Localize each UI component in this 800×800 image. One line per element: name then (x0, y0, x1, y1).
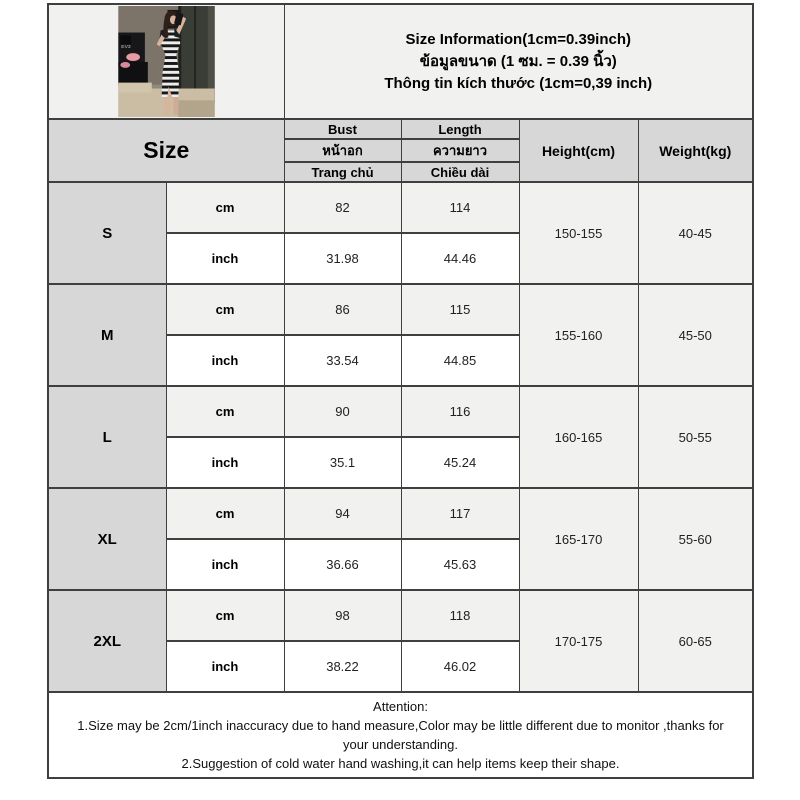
size-label-m: M (48, 284, 166, 386)
bust-cm-value: 90 (284, 386, 401, 437)
unit-label-inch: inch (166, 335, 284, 386)
attention-note-1: 1.Size may be 2cm/1inch inaccuracy due to hand measure,Color may be little different due to monitor ,thanks for your understanding. (77, 718, 724, 752)
size-label-s: S (48, 182, 166, 284)
length-cm-value: 114 (401, 182, 519, 233)
title-line-vi: Thông tin kích thước (1cm=0,39 inch) (384, 74, 653, 92)
bust-cm-value: 86 (284, 284, 401, 335)
product-photo (118, 6, 215, 117)
height-range: 165-170 (519, 488, 638, 590)
bust-header-en: Bust (284, 119, 401, 139)
bust-inch-value: 31.98 (284, 233, 401, 284)
length-inch-value: 44.85 (401, 335, 519, 386)
title-line-en: Size Information(1cm=0.39inch) (405, 30, 631, 48)
bust-inch-value: 33.54 (284, 335, 401, 386)
size-corner-header: Size (48, 119, 284, 182)
bust-cm-value: 82 (284, 182, 401, 233)
weight-range: 40-45 (638, 182, 753, 284)
bust-header-vi: Trang chủ (284, 162, 401, 182)
attention-row (48, 692, 753, 778)
attention-heading: Attention: (373, 699, 428, 714)
svg-text:EV3: EV3 (121, 45, 131, 51)
height-range: 155-160 (519, 284, 638, 386)
length-cm-value: 115 (401, 284, 519, 335)
length-cm-value: 117 (401, 488, 519, 539)
unit-label-inch: inch (166, 641, 284, 692)
length-inch-value: 45.63 (401, 539, 519, 590)
length-inch-value: 45.24 (401, 437, 519, 488)
unit-label-inch: inch (166, 233, 284, 284)
height-range: 150-155 (519, 182, 638, 284)
length-cm-value: 116 (401, 386, 519, 437)
table-row-l-cm (48, 386, 753, 437)
length-header-th: ความยาว (401, 139, 519, 162)
table-row-2xl-cm (48, 590, 753, 641)
product-photo-cell (48, 4, 284, 119)
weight-range: 60-65 (638, 590, 753, 692)
size-label-l: L (48, 386, 166, 488)
size-chart-table (47, 3, 754, 779)
bust-inch-value: 38.22 (284, 641, 401, 692)
weight-header: Weight(kg) (638, 119, 753, 182)
height-range: 170-175 (519, 590, 638, 692)
length-inch-value: 46.02 (401, 641, 519, 692)
table-row-xl-cm (48, 488, 753, 539)
weight-range: 55-60 (638, 488, 753, 590)
bust-inch-value: 35.1 (284, 437, 401, 488)
title-line-th: ข้อมูลขนาด (1 ซม. = 0.39 นิ้ว) (419, 52, 617, 70)
bust-inch-value: 36.66 (284, 539, 401, 590)
unit-label-cm: cm (166, 182, 284, 233)
bust-header-th: หน้าอก (284, 139, 401, 162)
title-row (48, 4, 753, 119)
bust-cm-value: 94 (284, 488, 401, 539)
unit-label-inch: inch (166, 539, 284, 590)
length-inch-value: 44.46 (401, 233, 519, 284)
weight-range: 45-50 (638, 284, 753, 386)
unit-label-cm: cm (166, 284, 284, 335)
length-cm-value: 118 (401, 590, 519, 641)
bust-cm-value: 98 (284, 590, 401, 641)
length-header-en: Length (401, 119, 519, 139)
unit-label-cm: cm (166, 590, 284, 641)
weight-range: 50-55 (638, 386, 753, 488)
length-header-vi: Chiều dài (401, 162, 519, 182)
attention-note (48, 692, 753, 778)
size-label-xl: XL (48, 488, 166, 590)
size-info-title-cell (284, 4, 753, 119)
unit-label-cm: cm (166, 386, 284, 437)
table-row-s-cm (48, 182, 753, 233)
column-header-row-1 (48, 119, 753, 139)
table-row-m-cm (48, 284, 753, 335)
size-label-2xl: 2XL (48, 590, 166, 692)
attention-note-2: 2.Suggestion of cold water hand washing,it can help items keep their shape. (181, 756, 620, 771)
unit-label-cm: cm (166, 488, 284, 539)
height-header: Height(cm) (519, 119, 638, 182)
unit-label-inch: inch (166, 437, 284, 488)
height-range: 160-165 (519, 386, 638, 488)
